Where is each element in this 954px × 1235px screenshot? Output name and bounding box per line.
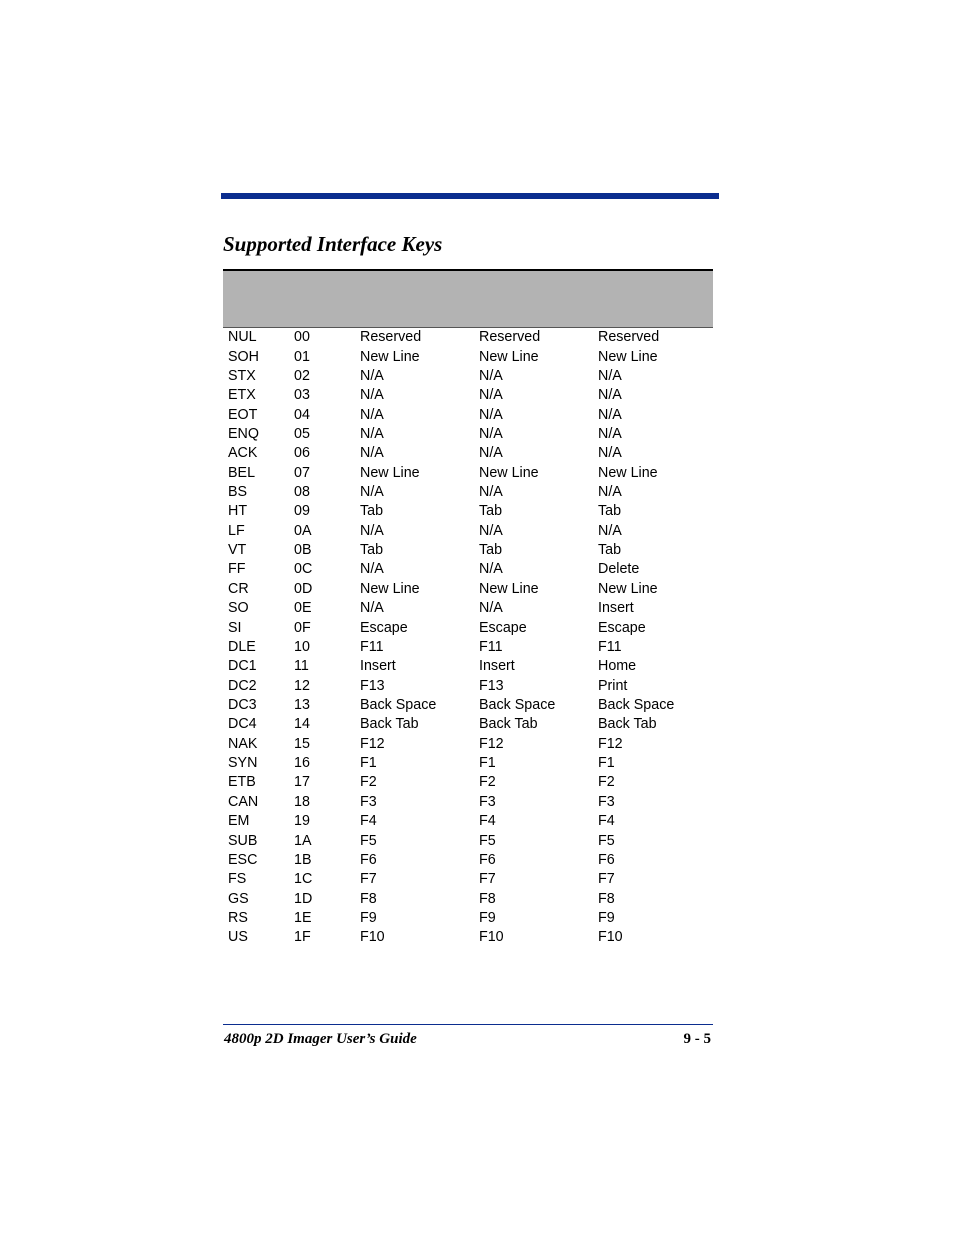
- table-row: [223, 405, 713, 424]
- table-cell: Tab: [598, 542, 622, 559]
- table-cell: Back Tab: [479, 716, 538, 733]
- table-cell: Print: [598, 677, 628, 694]
- table-cell: Insert: [360, 658, 396, 675]
- table-cell: N/A: [360, 484, 384, 501]
- header-rule: [221, 193, 719, 199]
- table-cell: F7: [360, 871, 377, 888]
- table-cell: Reserved: [479, 329, 541, 346]
- table-cell: CR: [228, 580, 249, 597]
- table-cell: 05: [294, 425, 310, 442]
- table-row: [223, 444, 713, 463]
- table-row: [223, 425, 713, 444]
- table-cell: 16: [294, 755, 310, 772]
- table-cell: N/A: [479, 367, 503, 384]
- table-cell: F5: [479, 832, 496, 849]
- table-cell: SYN: [228, 755, 258, 772]
- table-cell: 02: [294, 367, 310, 384]
- table-cell: HT: [228, 503, 248, 520]
- table-header: [223, 269, 713, 328]
- table-cell: Back Tab: [598, 716, 657, 733]
- table-cell: BEL: [228, 464, 256, 481]
- table-cell: F10: [360, 929, 385, 946]
- page-title: Supported Interface Keys: [223, 232, 443, 256]
- table-row: [223, 754, 713, 773]
- table-cell: N/A: [360, 600, 384, 617]
- table-cell: F5: [598, 832, 615, 849]
- table-cell: New Line: [479, 580, 539, 597]
- table-cell: 1A: [294, 832, 312, 849]
- table-cell: 08: [294, 484, 310, 501]
- table-cell: 01: [294, 348, 310, 365]
- table-cell: F9: [479, 909, 496, 926]
- table-cell: N/A: [598, 387, 622, 404]
- table-cell: F4: [598, 813, 615, 830]
- table-cell: US: [228, 929, 248, 946]
- table-row: [223, 464, 713, 483]
- table-cell: F8: [360, 890, 377, 907]
- table-cell: Back Space: [360, 697, 437, 713]
- table-cell: RS: [228, 909, 248, 926]
- table-cell: F6: [360, 851, 377, 868]
- table-cell: LF: [228, 522, 245, 539]
- table-row: [223, 676, 713, 695]
- table-cell: FS: [228, 871, 247, 888]
- table-cell: Escape: [360, 619, 408, 636]
- table-cell: 1D: [294, 890, 313, 907]
- table-cell: New Line: [360, 580, 420, 597]
- table-row: [223, 541, 713, 560]
- table-cell: 00: [294, 329, 310, 346]
- footer-page-number: 9 - 5: [683, 1031, 711, 1047]
- table-cell: New Line: [360, 348, 420, 365]
- table-cell: 0E: [294, 600, 312, 617]
- table-cell: 0D: [294, 580, 313, 597]
- table-cell: New Line: [598, 464, 658, 481]
- table-cell: SUB: [228, 832, 258, 849]
- table-cell: NUL: [228, 329, 257, 346]
- table-cell: CAN: [228, 793, 259, 810]
- table-row: [223, 599, 713, 618]
- table-cell: New Line: [598, 348, 658, 365]
- table-body: [223, 328, 713, 948]
- table-cell: N/A: [598, 484, 622, 501]
- table-cell: F1: [479, 755, 496, 772]
- table-row: [223, 560, 713, 579]
- table-cell: F8: [598, 890, 615, 907]
- table-cell: 0F: [294, 619, 311, 636]
- table-cell: EOT: [228, 406, 258, 423]
- table-cell: New Line: [479, 464, 539, 481]
- table-cell: N/A: [479, 406, 503, 423]
- table-cell: 0C: [294, 561, 313, 578]
- table-cell: SOH: [228, 348, 259, 365]
- table-cell: 0A: [294, 522, 312, 539]
- table-cell: DC3: [228, 697, 257, 713]
- table-cell: N/A: [479, 522, 503, 539]
- table-cell: N/A: [360, 367, 384, 384]
- table-cell: ESC: [228, 851, 258, 868]
- table-cell: SI: [228, 619, 242, 636]
- table-cell: F13: [360, 677, 385, 694]
- table-cell: F4: [479, 813, 496, 830]
- table-cell: N/A: [598, 522, 622, 539]
- table-row: [223, 657, 713, 676]
- table-cell: BS: [228, 484, 248, 501]
- table-row: [223, 928, 713, 947]
- table-cell: 09: [294, 503, 310, 520]
- table-cell: F10: [479, 929, 504, 946]
- table-row: [223, 909, 713, 928]
- table-cell: DC4: [228, 716, 257, 733]
- table-cell: F11: [479, 638, 503, 655]
- table-cell: ETB: [228, 774, 256, 791]
- table-cell: 15: [294, 735, 310, 752]
- table-cell: STX: [228, 367, 256, 384]
- table-cell: N/A: [360, 425, 384, 442]
- table-cell: N/A: [360, 406, 384, 423]
- table-cell: F6: [598, 851, 615, 868]
- table-cell: 06: [294, 445, 310, 462]
- table-cell: Insert: [479, 658, 515, 675]
- table-cell: N/A: [360, 561, 384, 578]
- table-cell: 04: [294, 406, 310, 423]
- table-cell: Tab: [479, 542, 503, 559]
- table-cell: ETX: [228, 387, 256, 404]
- table-cell: F12: [360, 735, 385, 752]
- table-row: [223, 502, 713, 521]
- table-cell: New Line: [479, 348, 539, 365]
- table-cell: FF: [228, 561, 246, 578]
- table-row: [223, 638, 713, 657]
- table-cell: Reserved: [598, 329, 660, 346]
- table-row: [223, 851, 713, 870]
- table-cell: N/A: [360, 387, 384, 404]
- table-cell: N/A: [598, 406, 622, 423]
- table-cell: Reserved: [360, 329, 422, 346]
- table-cell: F5: [360, 832, 377, 849]
- table-cell: F13: [479, 677, 504, 694]
- table-cell: Tab: [360, 542, 384, 559]
- table-cell: F7: [479, 871, 496, 888]
- table-cell: 12: [294, 677, 310, 694]
- table-cell: F10: [598, 929, 623, 946]
- table-row: [223, 580, 713, 599]
- table-cell: GS: [228, 890, 249, 907]
- table-cell: F11: [360, 638, 384, 655]
- table-row: [223, 735, 713, 754]
- table-cell: 1E: [294, 909, 312, 926]
- table-cell: F6: [479, 851, 496, 868]
- table-cell: Back Space: [479, 697, 556, 713]
- table-cell: Escape: [598, 619, 646, 636]
- interface-keys-table: [223, 269, 713, 948]
- table-cell: F2: [360, 774, 377, 791]
- table-row: [223, 831, 713, 850]
- table-cell: N/A: [479, 561, 503, 578]
- table-cell: 18: [294, 793, 310, 810]
- table-cell: 1B: [294, 851, 312, 868]
- footer-guide-title: 4800p 2D Imager User’s Guide: [224, 1031, 417, 1047]
- table-row: [223, 889, 713, 908]
- table-cell: 03: [294, 387, 310, 404]
- table-cell: F9: [360, 909, 377, 926]
- table-cell: F4: [360, 813, 377, 830]
- table-row: [223, 347, 713, 366]
- table-cell: F2: [598, 774, 615, 791]
- table-cell: Back Tab: [360, 716, 419, 733]
- table-cell: N/A: [479, 445, 503, 462]
- table-cell: 11: [294, 658, 309, 675]
- table-cell: F3: [598, 793, 615, 810]
- table-cell: F7: [598, 871, 615, 888]
- table-row: [223, 386, 713, 405]
- table-cell: DLE: [228, 638, 256, 655]
- table-cell: F9: [598, 909, 615, 926]
- table-cell: N/A: [479, 484, 503, 501]
- table-cell: Tab: [479, 503, 503, 520]
- table-cell: New Line: [360, 464, 420, 481]
- table-row: [223, 773, 713, 792]
- table-cell: F3: [479, 793, 496, 810]
- table-row: [223, 618, 713, 637]
- table-row: [223, 870, 713, 889]
- footer-rule: [223, 1024, 713, 1025]
- table-cell: ENQ: [228, 425, 259, 442]
- table-cell: 10: [294, 638, 310, 655]
- table-cell: F12: [598, 735, 623, 752]
- table-cell: EM: [228, 813, 250, 830]
- table-cell: N/A: [360, 522, 384, 539]
- table-cell: DC2: [228, 677, 257, 694]
- table-cell: F8: [479, 890, 496, 907]
- table-cell: Insert: [598, 600, 634, 617]
- table-cell: Delete: [598, 561, 640, 578]
- table-cell: ACK: [228, 445, 258, 462]
- table-cell: N/A: [479, 600, 503, 617]
- table-row: [223, 483, 713, 502]
- table-cell: Tab: [360, 503, 384, 520]
- table-cell: N/A: [479, 425, 503, 442]
- table-cell: NAK: [228, 735, 258, 752]
- table-row: [223, 367, 713, 386]
- table-cell: N/A: [598, 367, 622, 384]
- table-cell: SO: [228, 600, 249, 617]
- table-cell: 17: [294, 774, 310, 791]
- table-row: [223, 793, 713, 812]
- table-cell: N/A: [598, 425, 622, 442]
- table-cell: New Line: [598, 580, 658, 597]
- table-row: [223, 715, 713, 734]
- table-row: [223, 522, 713, 541]
- table-cell: Escape: [479, 619, 527, 636]
- table-cell: F2: [479, 774, 496, 791]
- table-row: [223, 696, 713, 715]
- table-cell: F12: [479, 735, 504, 752]
- table-cell: F3: [360, 793, 377, 810]
- table-cell: 1C: [294, 871, 313, 888]
- table-cell: 0B: [294, 542, 312, 559]
- table-cell: 19: [294, 813, 310, 830]
- table-cell: N/A: [598, 445, 622, 462]
- table-cell: 14: [294, 716, 310, 733]
- table-cell: N/A: [360, 445, 384, 462]
- table-cell: 1F: [294, 929, 311, 946]
- table-cell: Home: [598, 658, 637, 675]
- table-cell: F11: [598, 638, 622, 655]
- table-cell: Back Space: [598, 697, 675, 713]
- table-row: [223, 328, 713, 347]
- table-cell: N/A: [479, 387, 503, 404]
- table-cell: F1: [598, 755, 615, 772]
- table-cell: 07: [294, 464, 310, 481]
- table-row: [223, 812, 713, 831]
- table-cell: 13: [294, 697, 310, 713]
- table-cell: Tab: [598, 503, 622, 520]
- table-cell: F1: [360, 755, 377, 772]
- table-cell: VT: [228, 542, 247, 559]
- table-cell: DC1: [228, 658, 257, 675]
